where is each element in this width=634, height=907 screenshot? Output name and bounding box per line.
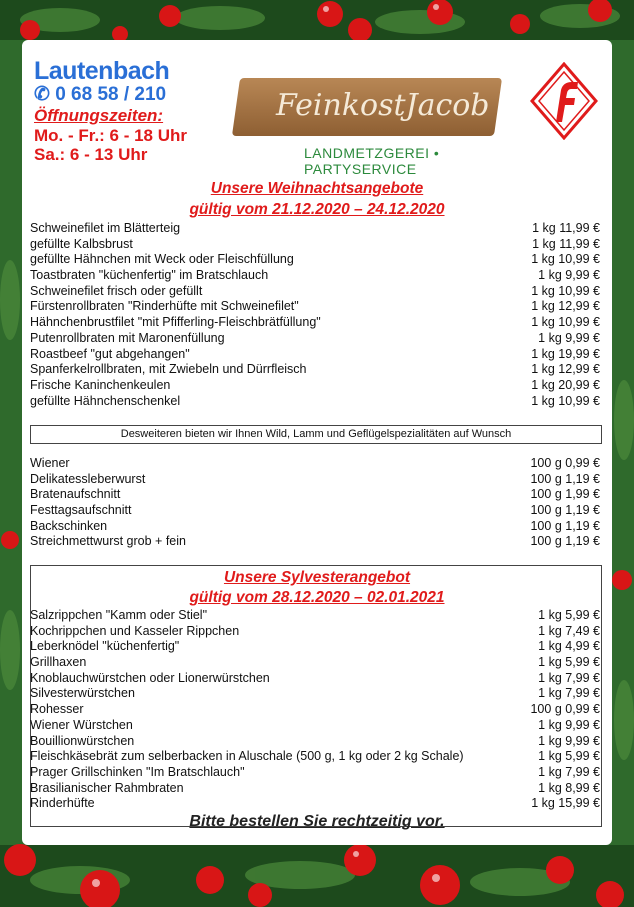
item-price: 1 kg 11,99 € — [532, 221, 600, 235]
list-item — [30, 702, 600, 718]
new-year-offer-list — [30, 608, 600, 812]
item-name: Bouillionwürstchen — [30, 733, 135, 748]
brand-logo — [226, 70, 526, 177]
list-item — [30, 487, 600, 503]
item-name: Rohesser — [30, 702, 84, 717]
item-price: 1 kg 9,99 € — [538, 733, 600, 748]
opening-hours-weekdays: Mo. - Fr.: 6 - 18 Uhr — [34, 126, 188, 145]
item-price: 1 kg 5,99 € — [538, 608, 600, 622]
item-name: Fleischkäsebrät zum selberbacken in Aluschale (500 g, 1 kg oder 2 kg Schale) — [30, 749, 464, 764]
list-item — [30, 472, 600, 488]
item-name: Putenrollbraten mit Maronenfüllung — [30, 330, 225, 345]
christmas-offer-list — [30, 221, 600, 409]
item-name: Brasilianischer Rahmbraten — [30, 780, 184, 795]
item-name: Toastbraten "küchenfertig" im Bratschlauch — [30, 268, 269, 283]
item-name: Wiener Würstchen — [30, 717, 133, 732]
item-name: Hähnchenbrustfilet "mit Pfifferling-Fleischbrätfüllung" — [30, 315, 321, 330]
item-name: Roastbeef "gut abgehangen" — [30, 346, 190, 361]
item-price: 100 g 1,99 € — [530, 487, 600, 502]
item-price: 100 g 0,99 € — [530, 456, 600, 470]
item-price: 1 kg 7,49 € — [538, 623, 600, 638]
item-price: 1 kg 9,99 € — [538, 330, 600, 345]
cold-cuts-list — [30, 456, 600, 550]
list-item — [30, 331, 600, 347]
list-item — [30, 503, 600, 519]
list-item — [30, 765, 600, 781]
item-price: 1 kg 10,99 € — [531, 252, 600, 267]
list-item — [30, 394, 600, 410]
item-price: 1 kg 10,99 € — [531, 283, 600, 298]
item-name: Bratenaufschnitt — [30, 487, 121, 502]
item-name: Salzrippchen "Kamm oder Stiel" — [30, 608, 208, 622]
item-price: 1 kg 12,99 € — [531, 362, 600, 377]
item-name: Leberknödel "küchenfertig" — [30, 639, 180, 654]
opening-hours-saturday: Sa.: 6 - 13 Uhr — [34, 145, 148, 164]
item-price: 1 kg 10,99 € — [531, 315, 600, 330]
opening-hours-label: Öffnungszeiten: — [34, 106, 164, 125]
item-price: 1 kg 7,99 € — [538, 686, 600, 701]
f-logo-icon — [530, 62, 598, 140]
item-name: gefüllte Hähnchenschenkel — [30, 393, 181, 408]
item-name: Backschinken — [30, 518, 108, 533]
item-name: Silvesterwürstchen — [30, 686, 135, 701]
item-price: 1 kg 20,99 € — [531, 377, 600, 392]
list-item — [30, 378, 600, 394]
list-item — [30, 315, 600, 331]
item-price: 100 g 0,99 € — [530, 702, 600, 717]
list-item — [30, 299, 600, 315]
christmas-title: Unsere Weihnachtsangebote — [210, 180, 424, 197]
list-item — [30, 749, 600, 765]
list-item — [30, 655, 600, 671]
new-year-period: gültig vom 28.12.2020 – 02.01.2021 — [189, 589, 445, 606]
item-name: Delikatessleberwurst — [30, 471, 146, 486]
list-item — [30, 781, 600, 797]
item-name: gefüllte Kalbsbrust — [30, 236, 133, 251]
list-item — [30, 734, 600, 750]
list-item — [30, 456, 600, 472]
list-item — [30, 519, 600, 535]
item-name: Streichmettwurst grob + fein — [30, 534, 186, 549]
item-price: 1 kg 8,99 € — [538, 780, 600, 795]
list-item — [30, 284, 600, 300]
list-item — [30, 362, 600, 378]
item-name: Rinderhüfte — [30, 796, 95, 811]
shop-phone[interactable]: ✆ 0 68 58 / 210 — [34, 84, 167, 105]
list-item — [30, 237, 600, 253]
item-name: gefüllte Hähnchen mit Weck oder Fleischfüllung — [30, 252, 294, 267]
item-price: 1 kg 4,99 € — [538, 639, 600, 654]
list-item — [30, 718, 600, 734]
item-price: 1 kg 12,99 € — [531, 299, 600, 314]
shop-info — [34, 58, 214, 164]
item-price: 100 g 1,19 € — [530, 534, 600, 549]
item-name: Frische Kaninchenkeulen — [30, 377, 171, 392]
item-price: 1 kg 11,99 € — [532, 236, 600, 251]
new-year-title: Unsere Sylvesterangebot — [223, 569, 411, 586]
item-price: 100 g 1,19 € — [530, 518, 600, 533]
item-name: Fürstenrollbraten "Rinderhüfte mit Schweinefilet" — [30, 299, 299, 314]
order-reminder: Bitte bestellen Sie rechtzeitig vor. — [189, 813, 445, 830]
list-item — [30, 608, 600, 624]
list-item — [30, 347, 600, 363]
item-price: 1 kg 7,99 € — [538, 670, 600, 685]
item-price: 1 kg 9,99 € — [538, 268, 600, 283]
item-price: 1 kg 19,99 € — [531, 346, 600, 361]
list-item — [30, 671, 600, 687]
item-name: Kochrippchen und Kasseler Rippchen — [30, 623, 240, 638]
item-price: 1 kg 5,99 € — [538, 749, 600, 764]
item-price: 100 g 1,19 € — [530, 471, 600, 486]
item-price: 100 g 1,19 € — [530, 503, 600, 518]
list-item — [30, 534, 600, 550]
item-price: 1 kg 5,99 € — [538, 655, 600, 670]
item-price: 1 kg 7,99 € — [538, 764, 600, 779]
item-name: Festtagsaufschnitt — [30, 503, 132, 518]
item-price: 1 kg 9,99 € — [538, 717, 600, 732]
item-name: Schweinefilet im Blätterteig — [30, 221, 181, 235]
brand-subtitle: LANDMETZGEREI • PARTYSERVICE — [304, 145, 440, 177]
special-request-notice: Desweiteren bieten wir Ihnen Wild, Lamm und Geflügelspezialitäten auf Wunsch — [30, 425, 602, 444]
item-name: Grillhaxen — [30, 655, 87, 670]
item-name: Wiener — [30, 456, 70, 470]
list-item — [30, 252, 600, 268]
list-item — [30, 639, 600, 655]
list-item — [30, 796, 600, 812]
item-name: Schweinefilet frisch oder gefüllt — [30, 283, 203, 298]
item-name: Prager Grillschinken "Im Bratschlauch" — [30, 764, 245, 779]
list-item — [30, 221, 600, 237]
item-price: 1 kg 15,99 € — [531, 796, 600, 811]
shop-town: Lautenbach — [34, 57, 170, 85]
christmas-period: gültig vom 21.12.2020 – 24.12.2020 — [189, 201, 445, 218]
list-item — [30, 268, 600, 284]
brand-name: FeinkostJacob — [276, 88, 490, 123]
item-price: 1 kg 10,99 € — [531, 393, 600, 408]
list-item — [30, 624, 600, 640]
item-name: Spanferkelrollbraten, mit Zwiebeln und Dürrfleisch — [30, 362, 307, 377]
item-name: Knoblauchwürstchen oder Lionerwürstchen — [30, 670, 270, 685]
list-item — [30, 686, 600, 702]
